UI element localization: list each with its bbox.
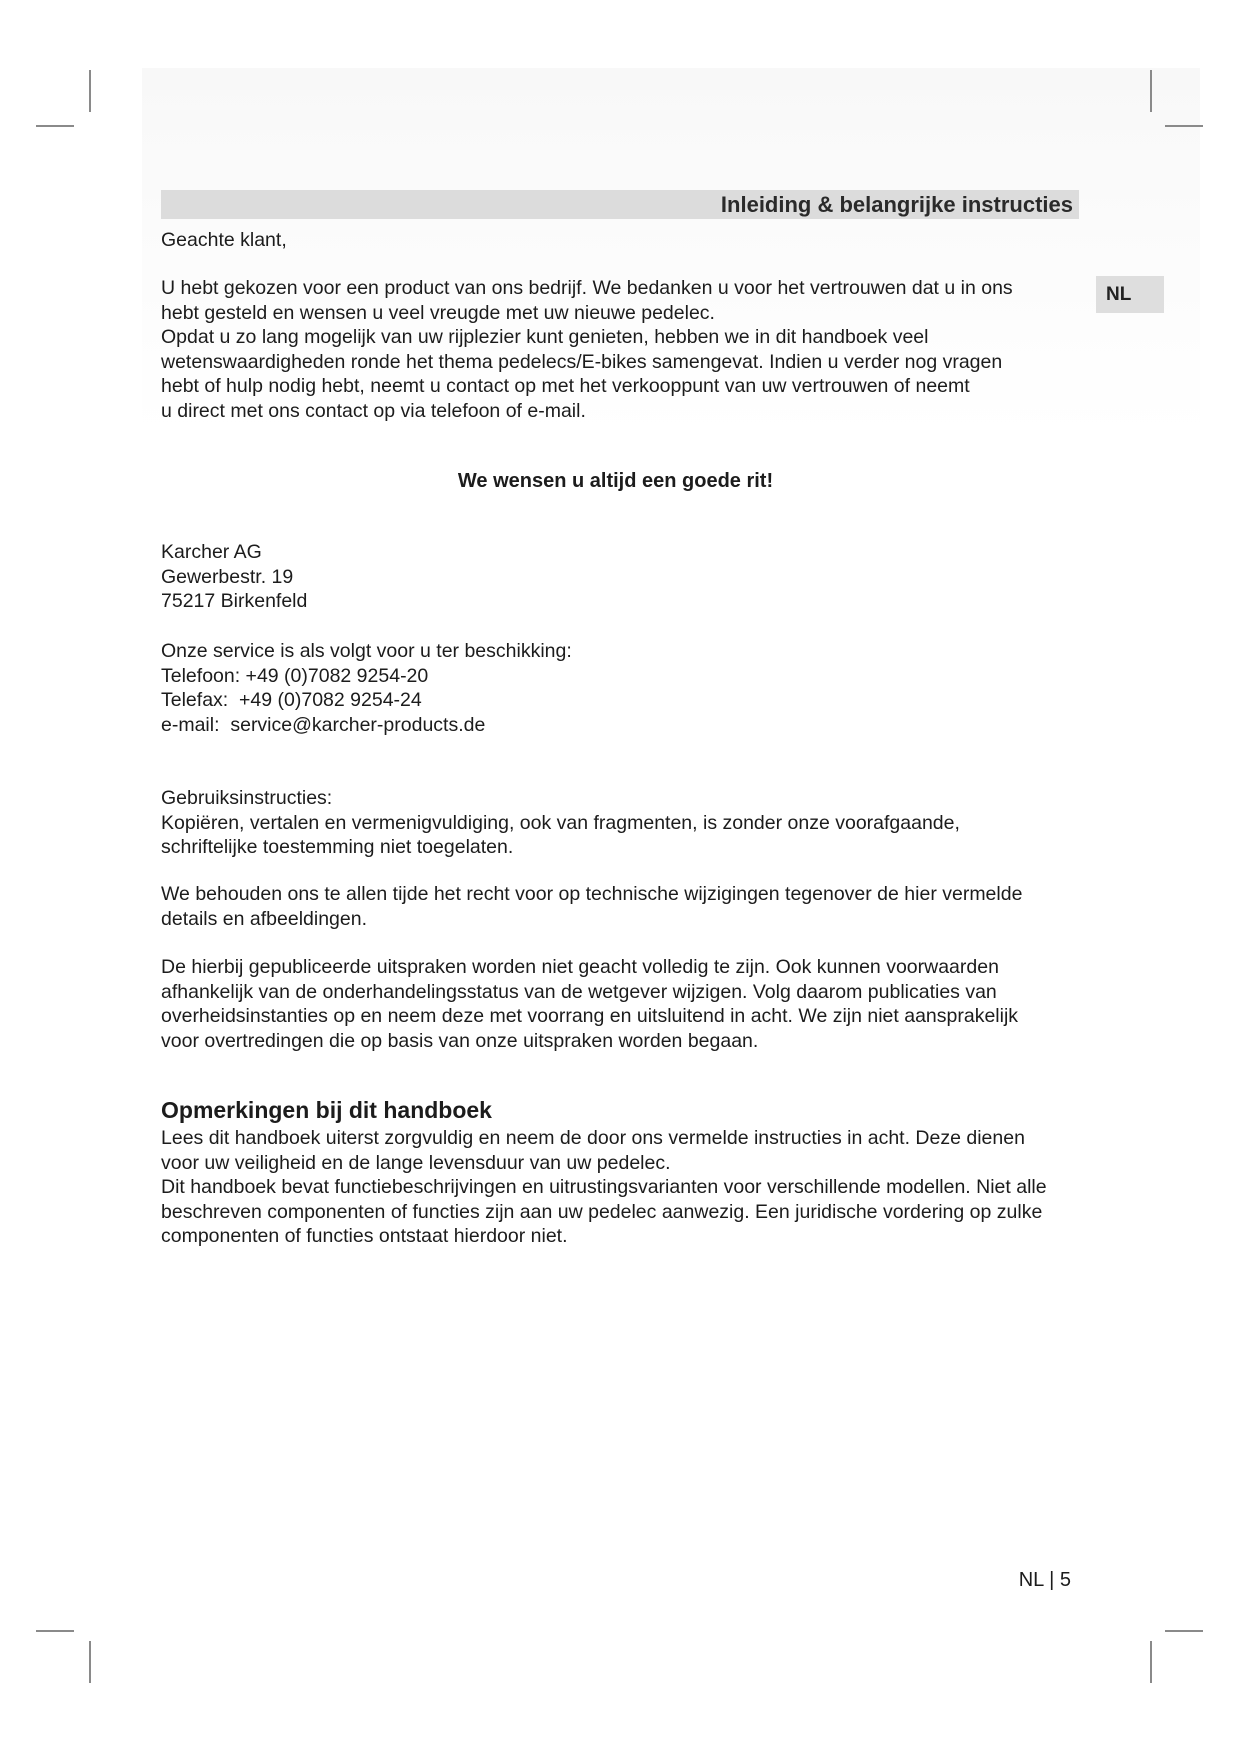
notes-line: componenten of functies ontstaat hierdoor niet. [161,1225,568,1248]
service-line: e-mail: service@karcher-products.de [161,713,486,736]
disclaimer-line: afhankelijk van de onderhandelingsstatus van de wetgever wijzigen. Volg daarom publicaties van [161,980,997,1003]
notes-line: Lees dit handboek uiterst zorgvuldig en neem de door ons vermelde instructies in acht. Deze dienen [161,1127,1025,1149]
usage-line: schriftelijke toestemming niet toegelaten. [161,836,514,859]
service-line: Telefoon: +49 (0)7082 9254-20 [161,664,429,687]
usage-block [161,786,960,860]
language-tab [1096,276,1164,313]
disclaimer-line: overheidsinstanties op en neem deze met voorrang en uitsluitend in acht. We zijn niet aansprakelijk [161,1005,1019,1028]
intro-line: u direct met ons contact op via telefoon of e-mail. [161,399,586,422]
notes-heading: Opmerkingen bij dit handboek [161,1097,492,1123]
address-line: 75217 Birkenfeld [161,590,308,613]
disclaimer-line: De hierbij gepubliceerde uitspraken worden niet geacht volledig te zijn. Ook kunnen voorwaarden [161,956,999,978]
intro-line: U hebt gekozen voor een product van ons bedrijf. We bedanken u voor het vertrouwen dat u in ons [161,277,1013,299]
service-line: Telefax: +49 (0)7082 9254-24 [161,689,422,712]
page-number: NL | 5 [1018,1569,1071,1591]
disclaimer-block [161,955,1018,1053]
service-block [161,639,572,737]
notes-line: Dit handboek bevat functiebeschrijvingen en uitrustingsvarianten voor verschillende modellen. Niet alle [161,1176,1047,1199]
usage-line: Gebruiksinstructies: [161,787,333,809]
address-line: Karcher AG [161,541,262,563]
language-tab-label: NL [1106,284,1132,305]
wish-text: We wensen u altijd een goede rit! [457,470,774,492]
crop-mark-bottom-left-horizontal [36,1630,74,1632]
intro-paragraph [161,276,1013,424]
intro-line: hebt gesteld en wensen u veel vreugde met uw nieuwe pedelec. [161,301,715,324]
notes-block [161,1126,1047,1249]
intro-line: Opdat u zo lang mogelijk van uw rijplezier kunt genieten, hebben we in dit handboek veel [161,326,929,349]
address-line: Gewerbestr. 19 [161,565,294,588]
wish-line [0,470,1241,493]
greeting: Geachte klant, [161,229,287,251]
rights-line: details en afbeeldingen. [161,907,367,930]
intro-line: hebt of hulp nodig hebt, neemt u contact op met het verkooppunt van uw vertrouwen of neemt [161,375,970,398]
rights-block [161,882,1022,931]
crop-mark-top-right-vertical [1150,70,1152,112]
section-title: Inleiding & belangrijke instructies [720,192,1073,217]
crop-mark-top-right-horizontal [1165,125,1203,127]
notes-line: voor uw veiligheid en de lange levensduur van uw pedelec. [161,1151,671,1174]
crop-mark-bottom-left-vertical [89,1641,91,1683]
crop-mark-top-left-horizontal [36,125,74,127]
usage-line: Kopiëren, vertalen en vermenigvuldiging, ook van fragmenten, is zonder onze voorafgaande, [161,811,960,834]
section-header-bar [161,190,1079,219]
address-block [161,540,307,614]
disclaimer-line: voor overtredingen die op basis van onze uitspraken worden begaan. [161,1029,759,1052]
crop-mark-bottom-right-horizontal [1165,1630,1203,1632]
crop-mark-top-left-vertical [89,70,91,112]
rights-line: We behouden ons te allen tijde het recht voor op technische wijzigingen tegenover de hier vermelde [161,883,1023,905]
crop-mark-bottom-right-vertical [1150,1641,1152,1683]
intro-line: wetenswaardigheden ronde het thema pedelecs/E-bikes samengevat. Indien u verder nog vragen [161,350,1003,373]
service-line: Onze service is als volgt voor u ter beschikking: [161,640,572,662]
notes-line: beschreven componenten of functies zijn aan uw pedelec aanwezig. Een juridische vordering op zulke [161,1200,1043,1223]
